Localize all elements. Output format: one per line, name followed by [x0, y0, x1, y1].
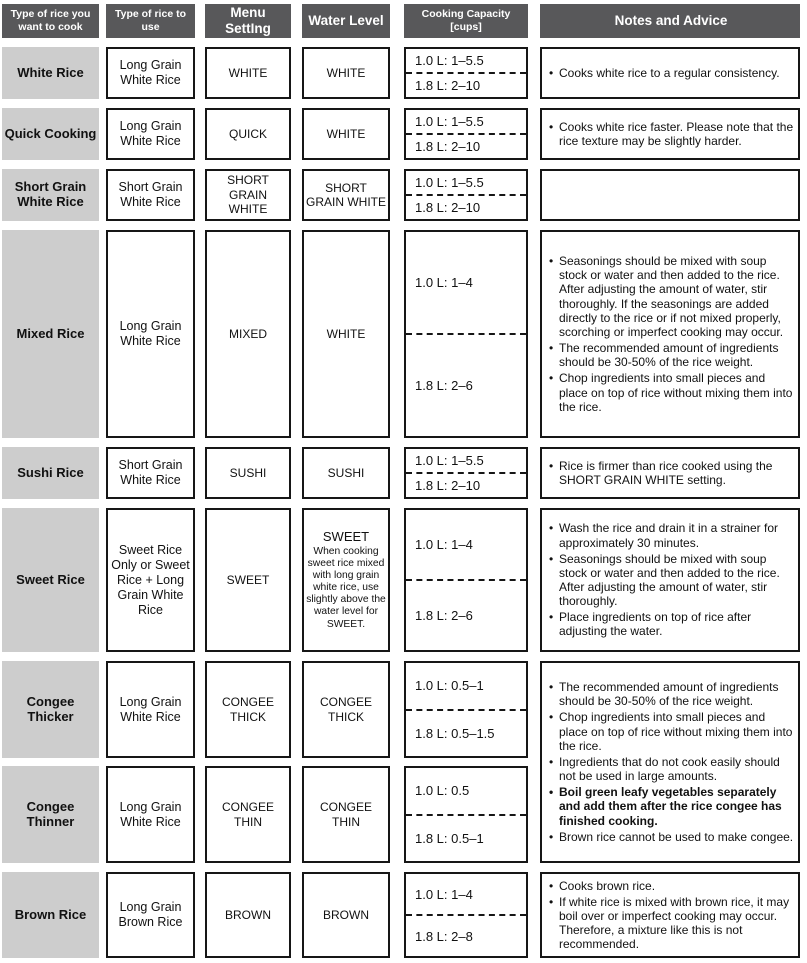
- water-level-cell: [302, 508, 390, 652]
- note-bullet: • Rice is firmer than rice cooked using the SHORT GRAIN WHITE setting.: [548, 459, 794, 487]
- rows-congee: [2, 661, 807, 863]
- rice-to-use-cell: [106, 447, 195, 499]
- menu-setting-cell: [205, 508, 291, 652]
- note-bullet-bold: • Boil green leafy vegetables separately and add them after the rice congee has finished cooking.: [548, 785, 794, 827]
- row-mixed-rice: [2, 230, 807, 438]
- rice-to-use-cell: [106, 508, 195, 652]
- water-level-label: CONGEE THIN: [319, 800, 372, 829]
- menu-setting-label: SUSHI: [229, 465, 267, 480]
- water-level-label: SWEET: [322, 529, 370, 545]
- note-bullet: • Brown rice cannot be used to make congee.: [548, 830, 794, 844]
- capacity-1-8l-value: 1.8 L: 0.5–1: [406, 814, 526, 862]
- capacity-1-8l-value: 1.8 L: 2–10: [406, 472, 526, 497]
- water-level-label: WHITE: [326, 126, 366, 141]
- note-bullet: • Seasonings should be mixed with soup stock or water and then added to the rice. After adjusting the amount of water, stir thoroughly.: [548, 552, 794, 609]
- note-bullet: • Chop ingredients into small pieces and place on top of rice without mixing them into the rice.: [548, 710, 794, 752]
- water-level-label: SHORT GRAIN WHITE: [306, 180, 386, 209]
- cooking-capacity-cell: [404, 230, 528, 438]
- menu-setting-label: SWEET: [226, 572, 270, 587]
- capacity-1-8l-value: 1.8 L: 2–6: [406, 333, 526, 436]
- rice-type-cell: [2, 508, 99, 652]
- note-bullet: • Place ingredients on top of rice after adjusting the water.: [548, 610, 794, 638]
- rice-type-label: Congee Thinner: [26, 798, 75, 829]
- header-rice-to-use: Type of rice to use: [106, 4, 195, 38]
- capacity-1-0l-value: 1.0 L: 1–4: [415, 886, 473, 902]
- header-cooking-capacity: Cooking Capacity [cups]: [404, 4, 528, 38]
- header-notes: Notes and Advice: [540, 4, 800, 38]
- note-bullet: • The recommended amount of ingredients should be 30-50% of the rice weight.: [548, 341, 794, 369]
- rice-type-label: Sweet Rice: [16, 571, 85, 587]
- rice-to-use-label: Short Grain White Rice: [118, 180, 183, 209]
- note-bullet: • Cooks white rice faster. Please note that the rice texture may be slightly harder.: [548, 120, 794, 148]
- capacity-1-0l-value: 1.0 L: 0.5–1: [415, 678, 484, 694]
- capacity-1-8l-value: 1.8 L: 2–10: [406, 72, 526, 97]
- rice-type-cell: [2, 661, 99, 758]
- water-level-cell: [302, 766, 390, 863]
- menu-setting-cell: [205, 108, 291, 160]
- capacity-1-0l-value: 1.0 L: 1–5.5: [415, 114, 484, 129]
- rice-to-use-cell: [106, 872, 195, 958]
- rice-type-label: Brown Rice: [14, 906, 87, 922]
- water-level-cell: [302, 872, 390, 958]
- menu-setting-label: SHORT GRAIN WHITE: [227, 173, 269, 217]
- note-bullet: • Chop ingredients into small pieces and place on top of rice without mixing them into the rice.: [548, 371, 794, 413]
- row-sweet-rice: [2, 508, 807, 652]
- rice-type-cell: [2, 230, 99, 438]
- note-bullet: • If white rice is mixed with brown rice, it may boil over or imperfect cooking may occur. Therefore, a mixture like this is not recommended.: [548, 895, 794, 952]
- rice-to-use-label: Long Grain White Rice: [119, 119, 182, 148]
- capacity-1-0l-value: 1.0 L: 0.5: [415, 783, 470, 799]
- congee-rows-left: [2, 661, 540, 863]
- capacity-1-8l-value: 1.8 L: 2–10: [406, 194, 526, 219]
- notes-cell: [540, 508, 800, 652]
- row-brown-rice: [2, 872, 807, 958]
- rice-type-cell: [2, 872, 99, 958]
- water-level-note: When cooking sweet rice mixed with long grain white rice, use slightly above the water level for SWEET.: [306, 545, 386, 630]
- menu-setting-cell: [205, 47, 291, 99]
- capacity-1-0l-value: 1.0 L: 1–5.5: [415, 175, 484, 190]
- row-white-rice: [2, 47, 807, 99]
- rice-type-cell: [2, 447, 99, 499]
- rice-type-cell: [2, 108, 99, 160]
- notes-cell-empty: [540, 169, 800, 221]
- rice-to-use-cell: [106, 47, 195, 99]
- rice-to-use-label: Long Grain Brown Rice: [118, 900, 183, 929]
- row-short-grain-white-rice: [2, 169, 807, 221]
- table-header-row: [2, 4, 807, 38]
- cooking-capacity-cell: [404, 447, 528, 499]
- capacity-1-8l-value: 1.8 L: 2–8: [406, 914, 526, 956]
- water-level-label: SUSHI: [327, 465, 365, 480]
- rice-to-use-label: Long Grain White Rice: [119, 799, 182, 829]
- cooking-capacity-cell: [404, 47, 528, 99]
- water-level-cell: [302, 661, 390, 758]
- menu-setting-label: CONGEE THIN: [221, 800, 274, 829]
- rice-to-use-cell: [106, 230, 195, 438]
- water-level-cell: [302, 108, 390, 160]
- notes-cell: [540, 108, 800, 160]
- water-level-cell: [302, 169, 390, 221]
- menu-setting-label: QUICK: [228, 126, 267, 141]
- rice-to-use-cell: [106, 766, 195, 863]
- capacity-1-8l-value: 1.8 L: 2–6: [406, 579, 526, 650]
- cooking-capacity-cell: [404, 766, 528, 863]
- rice-to-use-label: Long Grain White Rice: [119, 58, 182, 87]
- rice-to-use-label: Short Grain White Rice: [118, 458, 183, 487]
- water-level-cell: [302, 447, 390, 499]
- notes-cell: [540, 47, 800, 99]
- menu-setting-label: CONGEE THICK: [221, 695, 274, 724]
- notes-cell-congee-merged: [540, 661, 800, 863]
- capacity-1-8l-value: 1.8 L: 2–10: [406, 133, 526, 158]
- cooking-capacity-cell: [404, 508, 528, 652]
- row-sushi-rice: [2, 447, 807, 499]
- header-rice-type: Type of rice you want to cook: [2, 4, 99, 38]
- header-menu-setting: Menu SettIng: [205, 4, 291, 38]
- rice-type-label: Quick Cooking: [4, 125, 97, 141]
- cooking-capacity-cell: [404, 872, 528, 958]
- water-level-label: CONGEE THICK: [319, 695, 372, 724]
- menu-setting-label: WHITE: [228, 65, 268, 80]
- water-level-label: WHITE: [326, 326, 366, 341]
- cooking-capacity-cell: [404, 169, 528, 221]
- water-level-label: BROWN: [323, 907, 369, 922]
- menu-setting-cell: [205, 230, 291, 438]
- rice-type-label: Short Grain White Rice: [14, 179, 87, 209]
- notes-cell: [540, 230, 800, 438]
- water-level-cell: [302, 47, 390, 99]
- rice-to-use-cell: [106, 169, 195, 221]
- note-bullet: • Cooks brown rice.: [548, 879, 794, 893]
- water-level-cell: [302, 230, 390, 438]
- capacity-1-8l-value: 1.8 L: 0.5–1.5: [406, 709, 526, 757]
- note-bullet: • Cooks white rice to a regular consistency.: [548, 66, 794, 80]
- capacity-1-0l-value: 1.0 L: 1–4: [415, 537, 473, 552]
- note-bullet: • The recommended amount of ingredients should be 30-50% of the rice weight.: [548, 680, 794, 708]
- rice-to-use-cell: [106, 661, 195, 758]
- note-bullet: • Seasonings should be mixed with soup stock or water and then added to the rice. After adjusting the amount of water, stir thoroughly. If the seasonings are added directly to the rice or if not mixed properly, scorching or imperfect cooking may occur.: [548, 254, 794, 339]
- menu-setting-cell: [205, 872, 291, 958]
- rice-to-use-label: Long Grain White Rice: [119, 694, 182, 724]
- rice-type-cell: [2, 169, 99, 221]
- note-bullet: • Ingredients that do not cook easily should not be used in large amounts.: [548, 755, 794, 783]
- cooking-capacity-cell: [404, 108, 528, 160]
- rice-to-use-cell: [106, 108, 195, 160]
- rice-to-use-label: Sweet Rice Only or Sweet Rice + Long Grain White Rice: [111, 542, 190, 617]
- rice-type-label: Sushi Rice: [17, 464, 84, 480]
- menu-setting-cell: [205, 661, 291, 758]
- row-quick-cooking: [2, 108, 807, 160]
- menu-setting-cell: [205, 447, 291, 499]
- capacity-1-0l-value: 1.0 L: 1–4: [415, 275, 473, 290]
- note-bullet: • Wash the rice and drain it in a strainer for approximately 30 minutes.: [548, 521, 794, 549]
- capacity-1-0l-value: 1.0 L: 1–5.5: [415, 453, 484, 468]
- rice-type-label: Mixed Rice: [16, 325, 85, 341]
- row-congee-thicker: [2, 661, 540, 758]
- cooking-capacity-cell: [404, 661, 528, 758]
- menu-setting-label: MIXED: [228, 326, 267, 341]
- header-water-level: Water Level: [302, 4, 390, 38]
- rice-to-use-label: Long Grain White Rice: [119, 319, 182, 348]
- menu-setting-cell: [205, 169, 291, 221]
- notes-cell: [540, 447, 800, 499]
- rice-type-cell: [2, 766, 99, 863]
- menu-setting-cell: [205, 766, 291, 863]
- capacity-1-0l-value: 1.0 L: 1–5.5: [415, 53, 484, 68]
- rice-type-cell: [2, 47, 99, 99]
- menu-setting-label: BROWN: [225, 907, 271, 922]
- row-congee-thinner: [2, 766, 540, 863]
- water-level-label: WHITE: [326, 65, 366, 80]
- notes-cell: [540, 872, 800, 958]
- rice-type-label: White Rice: [17, 64, 84, 80]
- rice-type-label: Congee Thicker: [26, 693, 75, 724]
